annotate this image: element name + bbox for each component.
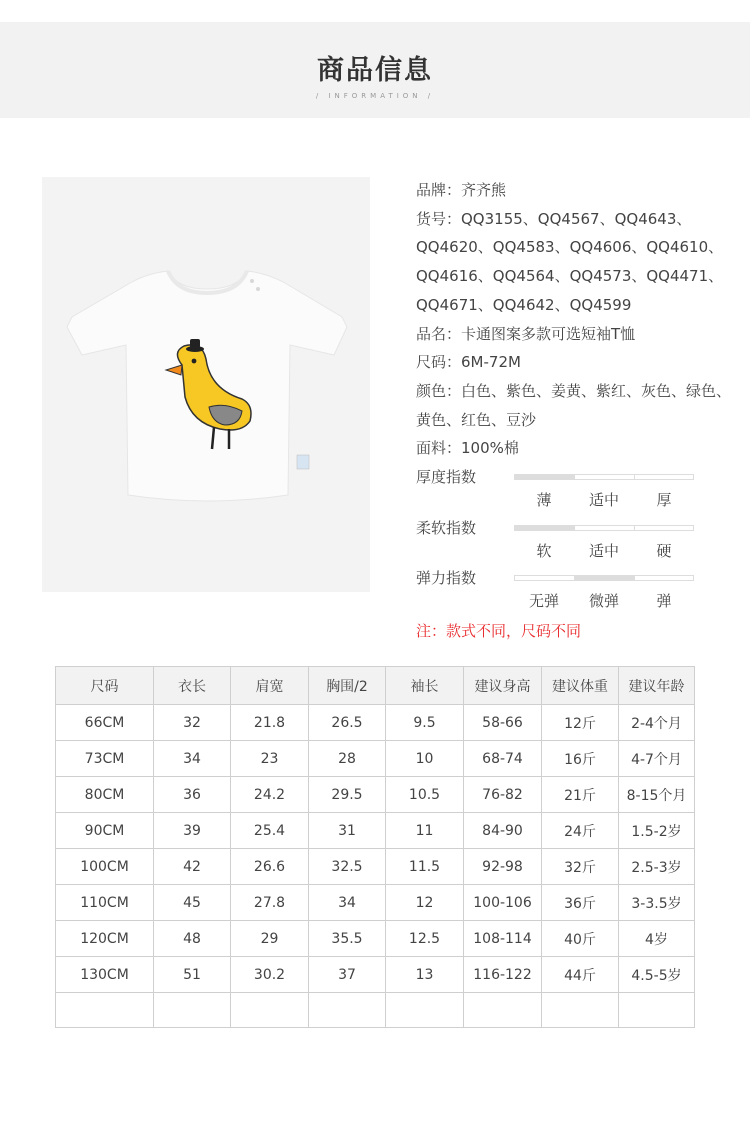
size-table-column-header: 尺码 (56, 667, 154, 705)
table-cell: 23 (231, 741, 309, 777)
table-cell-empty (619, 993, 695, 1028)
table-row (56, 777, 695, 813)
table-cell: 21.8 (231, 705, 309, 741)
index-tick-label: 微弹 (588, 592, 619, 610)
table-row (56, 741, 695, 777)
table-cell: 2.5-3岁 (619, 849, 695, 885)
table-cell: 32 (154, 705, 231, 741)
index-label: 柔软指数 (416, 519, 477, 537)
table-cell: 39 (154, 813, 231, 849)
index-tick-label: 软 (536, 542, 552, 560)
table-cell: 21斤 (542, 777, 619, 813)
table-cell: 24.2 (231, 777, 309, 813)
table-cell: 90CM (56, 813, 154, 849)
table-row (56, 849, 695, 885)
size-table-column-header: 袖长 (386, 667, 464, 705)
table-cell: 51 (154, 957, 231, 993)
table-cell: 130CM (56, 957, 154, 993)
table-cell: 84-90 (464, 813, 542, 849)
table-cell-empty (154, 993, 231, 1028)
info-row: 黄色、红色、豆沙 (416, 410, 537, 429)
table-cell: 29 (231, 921, 309, 957)
product-info (416, 176, 746, 463)
table-cell: 16斤 (542, 741, 619, 777)
table-cell: 12 (386, 885, 464, 921)
info-row: 颜色：白色、紫色、姜黄、紫红、灰色、绿色、 (416, 381, 732, 400)
table-cell: 30.2 (231, 957, 309, 993)
table-cell: 11.5 (386, 849, 464, 885)
table-cell: 10 (386, 741, 464, 777)
table-cell: 42 (154, 849, 231, 885)
table-cell-empty (56, 993, 154, 1028)
table-cell: 1.5-2岁 (619, 813, 695, 849)
table-cell: 31 (309, 813, 386, 849)
table-cell: 73CM (56, 741, 154, 777)
table-cell: 34 (309, 885, 386, 921)
index-bar-segment (575, 526, 635, 530)
table-cell: 12.5 (386, 921, 464, 957)
table-cell: 28 (309, 741, 386, 777)
size-note: 注：款式不同，尺码不同 (416, 622, 582, 640)
table-cell: 11 (386, 813, 464, 849)
info-row: 品牌：齐齐熊 (416, 181, 507, 199)
table-row-empty (56, 993, 695, 1028)
index-tick-label: 厚 (656, 491, 672, 509)
table-cell: 26.6 (231, 849, 309, 885)
size-table-column-header: 建议体重 (542, 667, 619, 705)
table-cell: 76-82 (464, 777, 542, 813)
size-table-header (56, 667, 695, 705)
table-cell: 8-15个月 (619, 777, 695, 813)
info-row: 货号：QQ3155、QQ4567、QQ4643、 (416, 209, 692, 228)
index-bar (514, 525, 694, 531)
index-tick-label: 适中 (588, 491, 619, 509)
info-row: 尺码：6M-72M (416, 353, 521, 372)
table-cell: 66CM (56, 705, 154, 741)
index-tick-label: 薄 (536, 491, 552, 509)
table-cell-empty (464, 993, 542, 1028)
table-row (56, 813, 695, 849)
product-image (42, 177, 370, 592)
table-cell: 110CM (56, 885, 154, 921)
size-table-column-header: 胸围/2 (309, 667, 386, 705)
table-cell: 3-3.5岁 (619, 885, 695, 921)
table-cell: 26.5 (309, 705, 386, 741)
table-cell-empty (309, 993, 386, 1028)
table-cell: 10.5 (386, 777, 464, 813)
index-tick-label: 弹 (656, 592, 672, 610)
size-table-column-header: 建议年龄 (619, 667, 695, 705)
index-bar-segment (515, 576, 575, 580)
table-cell: 44斤 (542, 957, 619, 993)
info-row: QQ4620、QQ4583、QQ4606、QQ4610、 (416, 238, 724, 257)
size-table-column-header: 衣长 (154, 667, 231, 705)
index-tick-label: 硬 (656, 542, 672, 560)
index-block (416, 466, 716, 516)
index-bar-segment (515, 526, 575, 530)
table-cell: 34 (154, 741, 231, 777)
table-cell-empty (386, 993, 464, 1028)
table-cell: 35.5 (309, 921, 386, 957)
size-table-column-header: 肩宽 (231, 667, 309, 705)
table-cell: 36 (154, 777, 231, 813)
size-table-column-header: 建议身高 (464, 667, 542, 705)
table-cell: 116-122 (464, 957, 542, 993)
table-cell: 40斤 (542, 921, 619, 957)
table-cell: 2-4个月 (619, 705, 695, 741)
index-bar-segment (635, 576, 695, 580)
table-cell: 108-114 (464, 921, 542, 957)
index-tick-label: 适中 (588, 542, 619, 560)
index-block (416, 517, 716, 567)
table-cell: 9.5 (386, 705, 464, 741)
table-cell: 92-98 (464, 849, 542, 885)
table-row (56, 705, 695, 741)
section-header (0, 22, 750, 118)
table-cell: 48 (154, 921, 231, 957)
info-row: QQ4616、QQ4564、QQ4573、QQ4471、 (416, 267, 724, 286)
index-bar (514, 474, 694, 480)
table-cell: 58-66 (464, 705, 542, 741)
table-cell-empty (542, 993, 619, 1028)
index-block (416, 567, 716, 617)
table-cell-empty (231, 993, 309, 1028)
table-row (56, 957, 695, 993)
brand-tag (297, 455, 309, 469)
table-cell: 27.8 (231, 885, 309, 921)
tshirt-illustration (42, 177, 370, 592)
index-bar-segment (515, 475, 575, 479)
index-bar (514, 575, 694, 581)
table-row (56, 885, 695, 921)
table-cell: 80CM (56, 777, 154, 813)
index-label: 厚度指数 (416, 468, 477, 486)
table-cell: 120CM (56, 921, 154, 957)
table-cell: 4.5-5岁 (619, 957, 695, 993)
info-row: 面料：100%棉 (416, 439, 519, 458)
table-row (56, 921, 695, 957)
section-subtitle: / INFORMATION / (315, 92, 435, 100)
index-bar-segment (635, 526, 695, 530)
index-bar-segment (575, 576, 635, 580)
table-cell: 4岁 (619, 921, 695, 957)
table-cell: 37 (309, 957, 386, 993)
table-cell: 12斤 (542, 705, 619, 741)
table-cell: 100CM (56, 849, 154, 885)
table-cell: 68-74 (464, 741, 542, 777)
size-table (55, 666, 695, 1028)
table-cell: 25.4 (231, 813, 309, 849)
table-cell: 29.5 (309, 777, 386, 813)
table-cell: 4-7个月 (619, 741, 695, 777)
index-bar-segment (635, 475, 695, 479)
table-cell: 36斤 (542, 885, 619, 921)
section-title: 商品信息 (317, 55, 433, 86)
index-tick-label: 无弹 (528, 592, 559, 610)
table-cell: 100-106 (464, 885, 542, 921)
info-row: QQ4671、QQ4642、QQ4599 (416, 295, 632, 314)
table-cell: 32斤 (542, 849, 619, 885)
table-cell: 13 (386, 957, 464, 993)
index-bar-segment (575, 475, 635, 479)
info-row: 品名：卡通图案多款可选短袖T恤 (416, 324, 636, 343)
index-label: 弹力指数 (416, 569, 477, 587)
table-cell: 45 (154, 885, 231, 921)
table-cell: 24斤 (542, 813, 619, 849)
table-cell: 32.5 (309, 849, 386, 885)
